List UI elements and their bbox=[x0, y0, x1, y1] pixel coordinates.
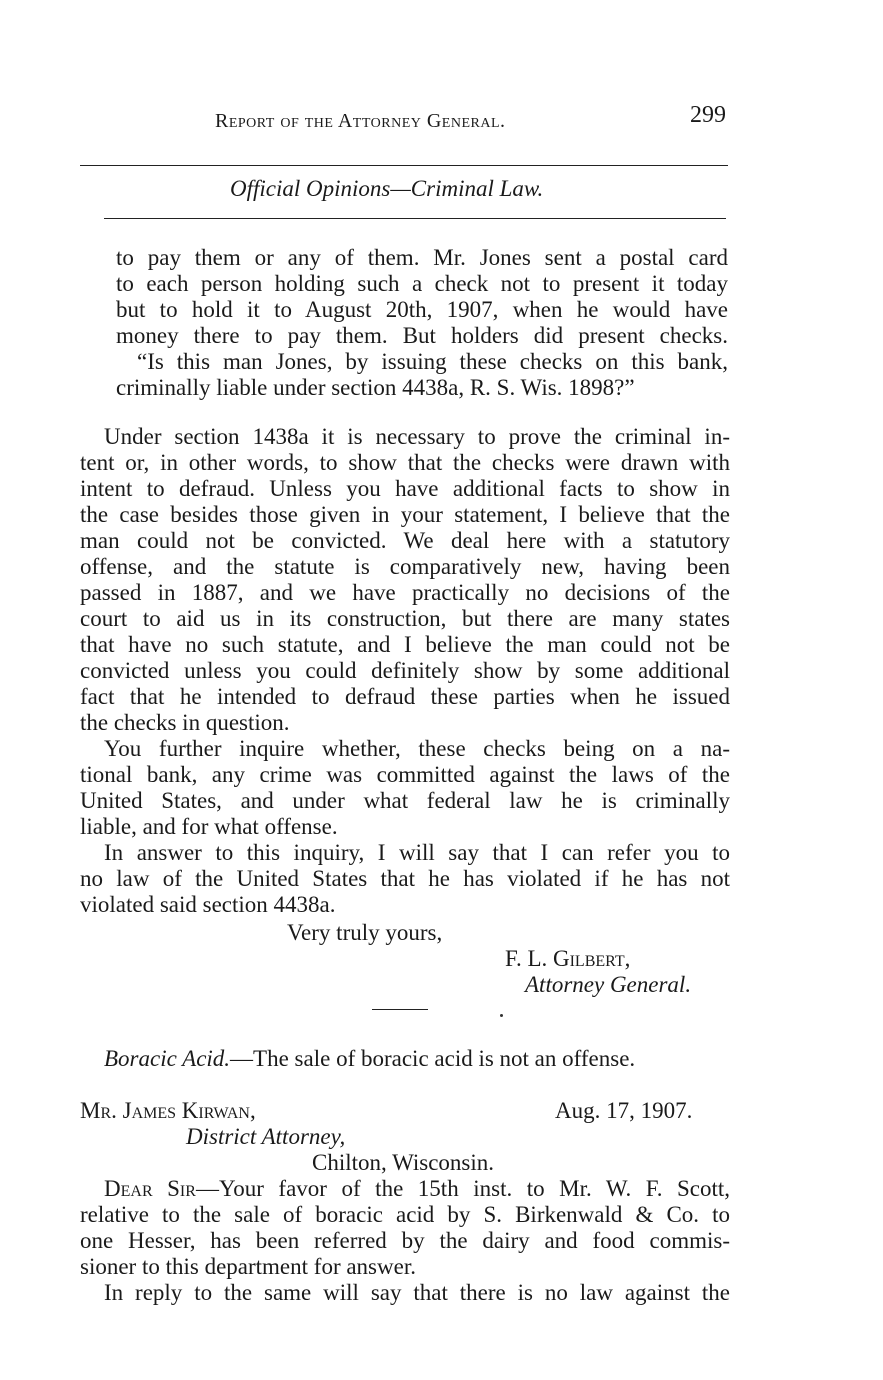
letter1-para1-line: but to hold it to August 20th, 1907, when he would have bbox=[116, 297, 728, 322]
letter1-body-line: tional bank, any crime was committed against the laws of the bbox=[80, 762, 730, 787]
letter1-body-line: man could not be convicted. We deal here with a statutory bbox=[80, 528, 730, 553]
headnote bbox=[104, 1046, 635, 1072]
letter1-closing: Very truly yours, bbox=[287, 920, 443, 945]
letter1-body-line: the checks in question. bbox=[80, 710, 290, 735]
header-rule-bottom bbox=[104, 218, 726, 219]
header-rule-top bbox=[80, 165, 728, 166]
letter1-body-line: fact that he intended to defraud these parties when he issued bbox=[80, 684, 730, 709]
addressee-name: Mr. James Kirwan, bbox=[80, 1098, 256, 1123]
letter1-body-line: that have no such statute, and I believe the man could not be bbox=[80, 632, 730, 657]
letter1-body-line: liable, and for what offense. bbox=[80, 814, 338, 839]
letter1-quote-line: criminally liable under section 4438a, R. S. Wis. 1898?” bbox=[116, 375, 635, 400]
letter1-body-line: In answer to this inquiry, I will say that I can refer you to bbox=[104, 840, 730, 865]
opinion2-body-line: In reply to the same will say that there is no law against the bbox=[104, 1280, 730, 1305]
signature-title: Attorney General. bbox=[525, 972, 692, 997]
separator-dot bbox=[500, 1014, 503, 1017]
letter1-body-line: passed in 1887, and we have practically no decisions of the bbox=[80, 580, 730, 605]
opinion2-body-line: one Hesser, has been referred by the dairy and food commis- bbox=[80, 1228, 730, 1253]
letter1-body-line: Under section 1438a it is necessary to prove the criminal in- bbox=[104, 424, 730, 449]
signature-name: F. L. Gilbert, bbox=[505, 946, 631, 971]
salutation: Dear Sir bbox=[104, 1176, 196, 1201]
letter1-body-line: United States, and under what federal law he is criminally bbox=[80, 788, 730, 813]
letter1-body-line: convicted unless you could definitely show by some additional bbox=[80, 658, 730, 683]
section-separator bbox=[372, 1009, 428, 1010]
letter1-body-line: offense, and the statute is comparatively new, having been bbox=[80, 554, 730, 579]
letter1-body-line: You further inquire whether, these checks being on a na- bbox=[104, 736, 730, 761]
section-title: Official Opinions—Criminal Law. bbox=[230, 176, 544, 201]
headnote-text: —The sale of boracic acid is not an offense. bbox=[230, 1046, 636, 1071]
letter1-para1-line: money there to pay them. But holders did present checks. bbox=[116, 323, 728, 348]
letter1-body-line: intent to defraud. Unless you have additional facts to show in bbox=[80, 476, 730, 501]
letter1-para1-line: to each person holding such a check not to present it today bbox=[116, 271, 728, 296]
addressee-place: Chilton, Wisconsin. bbox=[312, 1150, 495, 1175]
headnote-title: Boracic Acid. bbox=[104, 1046, 231, 1071]
running-title: Report of the Attorney General. bbox=[215, 110, 506, 132]
letter1-body-line: violated said section 4438a. bbox=[80, 892, 336, 917]
letter1-body-line: tent or, in other words, to show that the checks were drawn with bbox=[80, 450, 730, 475]
opinion2-body-line: Dear Sir—Your favor of the 15th inst. to Mr. W. F. Scott, bbox=[104, 1176, 731, 1201]
letter1-body-line: the case besides those given in your statement, I believe that the bbox=[80, 502, 730, 527]
letter1-body-line: no law of the United States that he has violated if he has not bbox=[80, 866, 730, 891]
letter1-para1-line: to pay them or any of them. Mr. Jones sent a postal card bbox=[116, 245, 728, 270]
letter-date: Aug. 17, 1907. bbox=[555, 1098, 693, 1123]
page-number: 299 bbox=[690, 102, 726, 128]
letter1-body-line: court to aid us in its construction, but there are many states bbox=[80, 606, 730, 631]
opinion2-body-line: sioner to this department for answer. bbox=[80, 1254, 416, 1279]
opinion2-body-line: relative to the sale of boracic acid by S. Birkenwald & Co. to bbox=[80, 1202, 730, 1227]
addressee-title: District Attorney, bbox=[186, 1124, 346, 1149]
letter1-quote-line: “Is this man Jones, by issuing these checks on this bank, bbox=[137, 349, 728, 374]
